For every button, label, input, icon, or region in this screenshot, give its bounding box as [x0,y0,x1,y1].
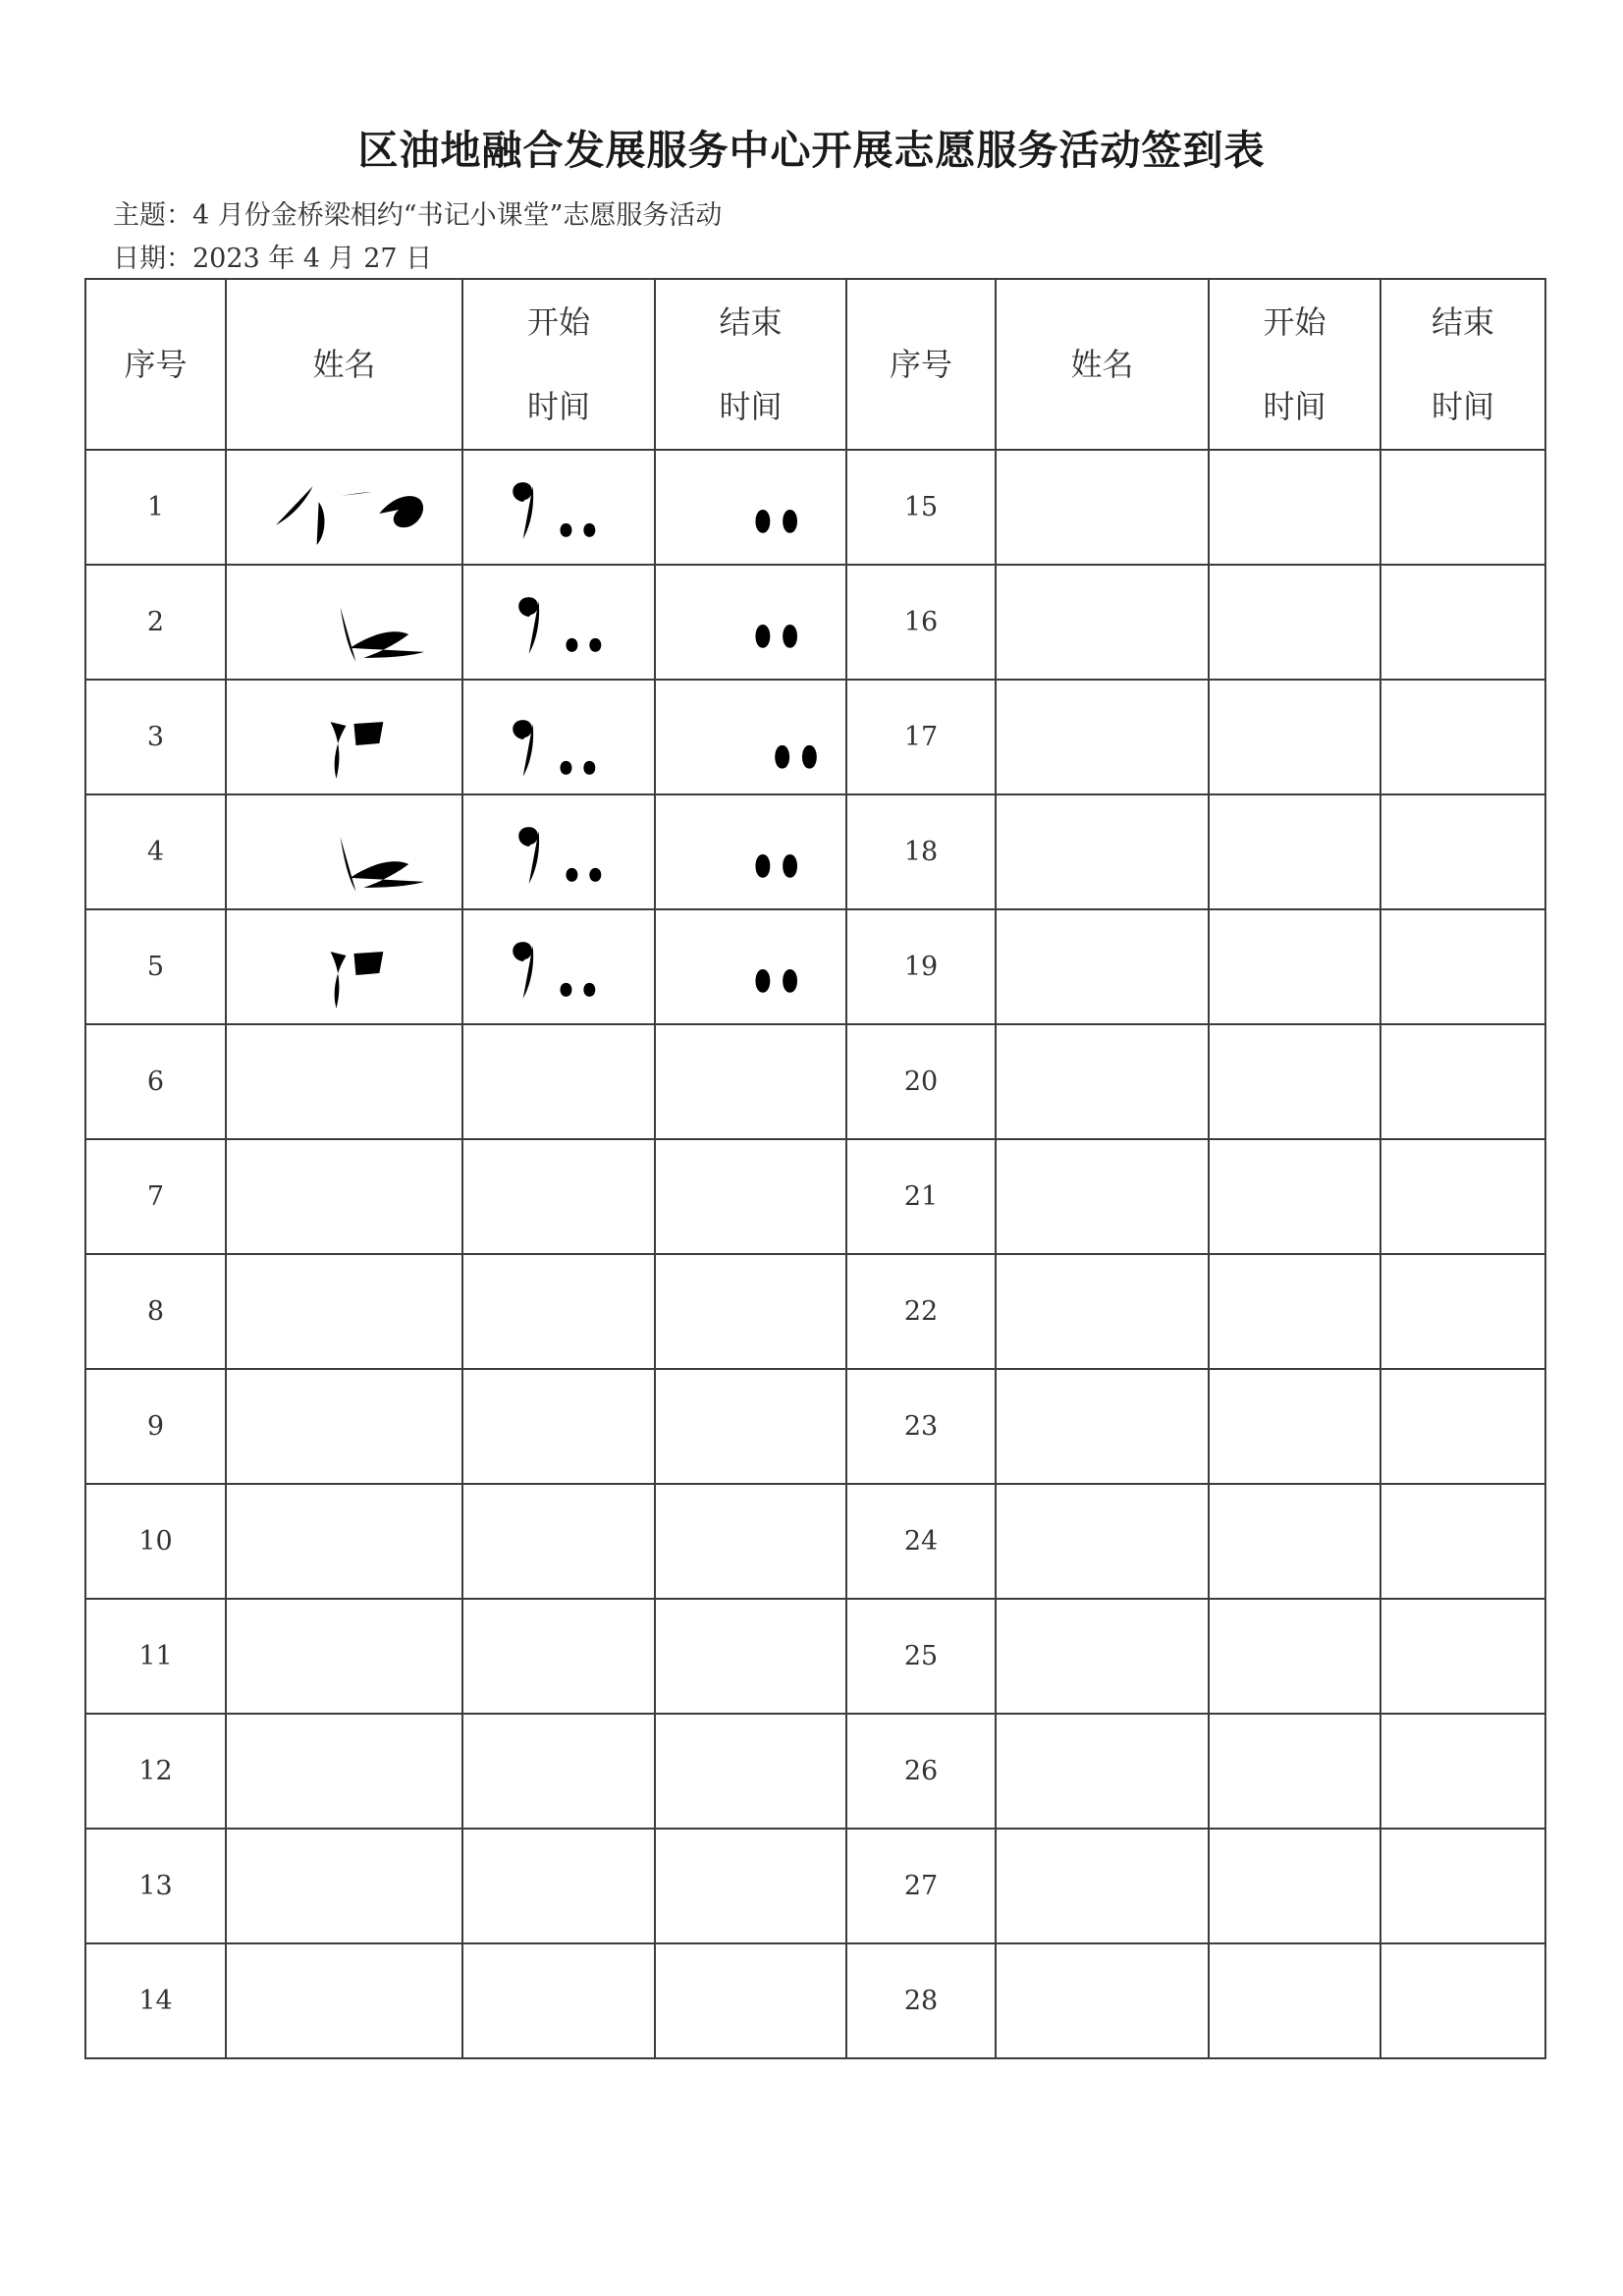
end-cell-right [1380,1024,1545,1139]
name-cell-right [996,1254,1209,1369]
row-number-right: 27 [846,1829,996,1943]
header-start-time: 开始 时间 [462,279,655,450]
start-cell-right [1209,680,1380,794]
handwritten-end-time [655,794,846,909]
name-cell [226,1139,462,1254]
handwritten-signature [226,680,462,794]
table-row [85,1369,1545,1484]
name-cell [226,1599,462,1714]
handwritten-signature [226,909,462,1024]
row-number: 6 [85,1024,226,1139]
row-number: 2 [85,565,226,680]
start-cell-right [1209,909,1380,1024]
end-cell-right [1380,680,1545,794]
handwritten-start-time [462,680,655,794]
start-cell-right [1209,565,1380,680]
end-cell [655,1369,846,1484]
table-row [85,450,1545,565]
handwritten-start-time [462,450,655,565]
start-cell [462,1484,655,1599]
row-number: 1 [85,450,226,565]
header-seq-right: 序号 [846,279,996,450]
row-number-right: 26 [846,1714,996,1829]
end-cell-right [1380,1943,1545,2058]
end-cell-right [1380,1714,1545,1829]
header-name-right: 姓名 [996,279,1209,450]
row-number: 12 [85,1714,226,1829]
row-number-right: 28 [846,1943,996,2058]
end-cell [655,1829,846,1943]
start-cell [462,1139,655,1254]
start-cell [462,1829,655,1943]
end-cell-right [1380,565,1545,680]
name-cell-right [996,1829,1209,1943]
handwritten-start-time [462,794,655,909]
table-row [85,1254,1545,1369]
end-cell [655,1139,846,1254]
end-cell-right [1380,1829,1545,1943]
table-row [85,1943,1545,2058]
start-cell [462,1714,655,1829]
row-number: 11 [85,1599,226,1714]
row-number: 3 [85,680,226,794]
table-row [85,1829,1545,1943]
end-cell [655,1024,846,1139]
end-cell [655,1714,846,1829]
name-cell [226,1024,462,1139]
handwritten-end-time [655,909,846,1024]
row-number: 14 [85,1943,226,2058]
end-cell-right [1380,1484,1545,1599]
name-cell [226,1254,462,1369]
row-number-right: 23 [846,1369,996,1484]
end-cell-right [1380,909,1545,1024]
name-cell-right [996,1139,1209,1254]
row-number-right: 22 [846,1254,996,1369]
start-cell [462,1254,655,1369]
table-row [85,909,1545,1024]
handwritten-signature [226,794,462,909]
start-cell-right [1209,1829,1380,1943]
end-cell [655,1484,846,1599]
activity-date: 日期：2023 年 4 月 27 日 [113,244,433,274]
name-cell [226,1829,462,1943]
header-start-time-right: 开始 时间 [1209,279,1380,450]
start-cell-right [1209,794,1380,909]
name-cell [226,1714,462,1829]
header-end-time-right: 结束 时间 [1380,279,1545,450]
header-end-time: 结束 时间 [655,279,846,450]
row-number: 5 [85,909,226,1024]
handwritten-signature [226,450,462,565]
activity-subject: 主题：4 月份金桥梁相约“书记小课堂”志愿服务活动 [113,200,723,231]
start-cell-right [1209,1254,1380,1369]
row-number-right: 25 [846,1599,996,1714]
table-row [85,794,1545,909]
table-row [85,1139,1545,1254]
table-row [85,1024,1545,1139]
end-cell-right [1380,1254,1545,1369]
row-number: 7 [85,1139,226,1254]
start-cell [462,1599,655,1714]
name-cell [226,1369,462,1484]
end-cell [655,1254,846,1369]
end-cell-right [1380,794,1545,909]
name-cell-right [996,680,1209,794]
start-cell [462,1943,655,2058]
row-number-right: 20 [846,1024,996,1139]
row-number-right: 17 [846,680,996,794]
table-row [85,680,1545,794]
start-cell-right [1209,1943,1380,2058]
handwritten-end-time [655,450,846,565]
end-cell-right [1380,450,1545,565]
handwritten-start-time [462,909,655,1024]
header-name: 姓名 [226,279,462,450]
table-row [85,565,1545,680]
name-cell-right [996,1369,1209,1484]
end-cell-right [1380,1599,1545,1714]
header-row [85,279,1545,450]
name-cell-right [996,450,1209,565]
row-number-right: 24 [846,1484,996,1599]
handwritten-start-time [462,565,655,680]
name-cell-right [996,909,1209,1024]
name-cell-right [996,1599,1209,1714]
start-cell-right [1209,1599,1380,1714]
table-row [85,1484,1545,1599]
name-cell-right [996,1714,1209,1829]
row-number-right: 21 [846,1139,996,1254]
name-cell-right [996,794,1209,909]
handwritten-signature [226,565,462,680]
row-number-right: 18 [846,794,996,909]
start-cell-right [1209,1369,1380,1484]
start-cell-right [1209,1024,1380,1139]
start-cell-right [1209,1484,1380,1599]
start-cell-right [1209,450,1380,565]
header-seq: 序号 [85,279,226,450]
row-number-right: 15 [846,450,996,565]
handwritten-end-time [655,565,846,680]
table-row [85,1599,1545,1714]
start-cell [462,1024,655,1139]
start-cell-right [1209,1714,1380,1829]
row-number-right: 16 [846,565,996,680]
row-number: 10 [85,1484,226,1599]
handwritten-end-time [655,680,846,794]
row-number: 9 [85,1369,226,1484]
end-cell [655,1943,846,2058]
row-number: 8 [85,1254,226,1369]
row-number-right: 19 [846,909,996,1024]
end-cell [655,1599,846,1714]
name-cell [226,1943,462,2058]
end-cell-right [1380,1369,1545,1484]
name-cell-right [996,565,1209,680]
page-title: 区油地融合发展服务中心开展志愿服务活动签到表 [357,127,1266,174]
name-cell-right [996,1943,1209,2058]
start-cell [462,1369,655,1484]
sign-in-table [84,278,1546,2059]
name-cell [226,1484,462,1599]
start-cell-right [1209,1139,1380,1254]
row-number: 13 [85,1829,226,1943]
end-cell-right [1380,1139,1545,1254]
row-number: 4 [85,794,226,909]
name-cell-right [996,1024,1209,1139]
table-row [85,1714,1545,1829]
name-cell-right [996,1484,1209,1599]
